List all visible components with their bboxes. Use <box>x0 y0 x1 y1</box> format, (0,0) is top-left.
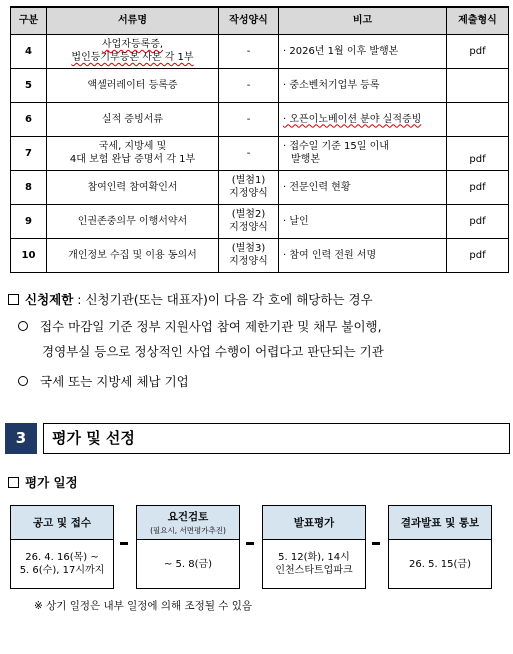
row-form: - <box>219 102 279 136</box>
row-format <box>447 102 509 136</box>
row-format: pdf <box>447 136 509 170</box>
row-form: - <box>219 68 279 102</box>
table-row <box>11 170 509 204</box>
row-format <box>447 68 509 102</box>
step-head: 요건검토 (필요시, 서면평가추진) <box>137 506 239 540</box>
row-remark: · 오픈이노베이션 분야 실적증빙 <box>279 102 447 136</box>
eligibility-item-1-cont: 경영부실 등으로 정상적인 사업 수행이 어렵다고 판단되는 기관 <box>42 344 384 359</box>
row-form: (별첨3) 지정양식 <box>219 238 279 272</box>
header-form: 작성양식 <box>219 7 279 34</box>
row-doc-name: 국세, 지방세 및 4대 보험 완납 증명서 각 1부 <box>47 136 219 170</box>
row-doc-name: 실적 증빙서류 <box>47 102 219 136</box>
flow-connector <box>120 542 128 545</box>
flow-connector <box>246 542 254 545</box>
row-doc-name: 사업자등록증, 법인등기부등본 사본 각 1부 <box>47 34 219 68</box>
step-body: 5. 12(화), 14시 인천스타트업파크 <box>275 552 353 576</box>
eligibility-item-2: 국세 또는 지방세 체납 기업 <box>18 373 189 391</box>
table-row <box>11 34 509 68</box>
row-no: 8 <box>11 170 47 204</box>
schedule-step-announcement <box>10 505 114 589</box>
row-remark: · 접수일 기준 15일 이내 발행본 <box>279 136 447 170</box>
schedule-step-presentation <box>262 505 366 589</box>
section-number: 3 <box>5 423 37 454</box>
row-doc-name: 개인정보 수집 및 이용 동의서 <box>47 238 219 272</box>
row-remark: · 전문인력 현황 <box>279 170 447 204</box>
schedule-heading: 평가 일정 <box>8 474 78 492</box>
row-no: 4 <box>11 34 47 68</box>
row-doc-name: 액셀러레이터 등록증 <box>47 68 219 102</box>
row-no: 9 <box>11 204 47 238</box>
row-doc-name: 참여인력 참여확인서 <box>47 170 219 204</box>
row-no: 6 <box>11 102 47 136</box>
table-row <box>11 238 509 272</box>
circle-bullet-icon <box>18 321 28 331</box>
header-doc-name: 서류명 <box>47 7 219 34</box>
circle-bullet-icon <box>18 376 28 386</box>
schedule-step-review <box>136 505 240 589</box>
row-remark: · 날인 <box>279 204 447 238</box>
step-body: 26. 5. 15(금) <box>409 558 471 570</box>
table-row <box>11 68 509 102</box>
header-no: 구분 <box>11 7 47 34</box>
eligibility-item-1: 접수 마감일 기준 정부 지원사업 참여 제한기관 및 채무 불이행, <box>18 318 382 336</box>
step-body: 26. 4. 16(목) ~ 5. 6(수), 17시까지 <box>19 552 105 576</box>
step-head: 발표평가 <box>263 506 365 540</box>
row-no: 5 <box>11 68 47 102</box>
row-format: pdf <box>447 170 509 204</box>
step-head: 결과발표 및 통보 <box>389 506 491 540</box>
row-remark: · 중소벤처기업부 등록 <box>279 68 447 102</box>
section-3-header <box>5 423 510 454</box>
row-remark: · 참여 인력 전원 서명 <box>279 238 447 272</box>
row-no: 10 <box>11 238 47 272</box>
eligibility-lead: : 신청기관(또는 대표자)이 다음 각 호에 해당하는 경우 <box>73 292 373 307</box>
schedule-step-result <box>388 505 492 589</box>
table-row <box>11 136 509 170</box>
row-doc-name: 인권존중의무 이행서약서 <box>47 204 219 238</box>
row-format: pdf <box>447 34 509 68</box>
schedule-note: ※ 상기 일정은 내부 일정에 의해 조정될 수 있음 <box>34 600 253 612</box>
step-body: ~ 5. 8(금) <box>163 558 213 570</box>
table-row <box>11 102 509 136</box>
header-remark: 비고 <box>279 7 447 34</box>
square-bullet-icon <box>8 294 19 305</box>
step-head: 공고 및 접수 <box>11 506 113 540</box>
eligibility-heading <box>8 291 373 309</box>
row-form: (별첨1) 지정양식 <box>219 170 279 204</box>
eligibility-title: 신청제한 <box>25 292 74 307</box>
table-header-row <box>11 7 509 34</box>
square-bullet-icon <box>8 477 19 488</box>
table-row <box>11 204 509 238</box>
row-format: pdf <box>447 238 509 272</box>
row-form: - <box>219 136 279 170</box>
row-remark: · 2026년 1월 이후 발행본 <box>279 34 447 68</box>
row-no: 7 <box>11 136 47 170</box>
header-format: 제출형식 <box>447 7 509 34</box>
row-form: - <box>219 34 279 68</box>
section-title: 평가 및 선정 <box>43 423 510 454</box>
flow-connector <box>372 542 380 545</box>
row-form: (별첨2) 지정양식 <box>219 204 279 238</box>
documents-table <box>10 6 509 273</box>
row-format: pdf <box>447 204 509 238</box>
